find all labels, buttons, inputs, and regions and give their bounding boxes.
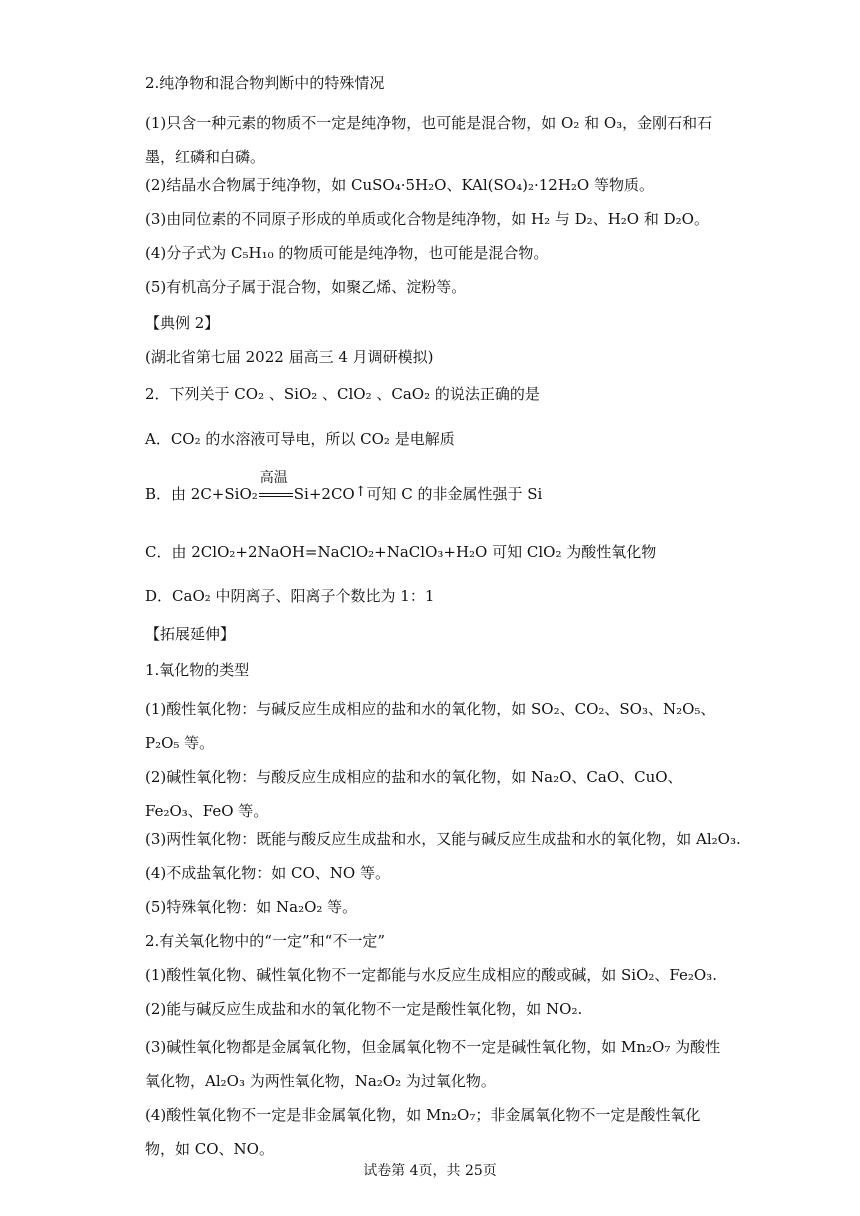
- type-4: (4)不成盐氧化物：如 CO、NO 等。: [145, 864, 390, 882]
- types-title: 1.氧化物的类型: [145, 661, 250, 679]
- option-b-pre: B．由 2C+SiO₂: [145, 485, 258, 503]
- option-c: C．由 2ClO₂+2NaOH=NaClO₂+NaClO₃+H₂O 可知 ClO₂ 为酸性氧化物: [145, 543, 657, 561]
- question-stem: 2．下列关于 CO₂ 、SiO₂ 、ClO₂ 、CaO₂ 的说法正确的是: [145, 385, 540, 403]
- reaction-condition: [258, 470, 294, 505]
- condition-label: 高温: [259, 470, 288, 486]
- equals-bar: [259, 493, 293, 497]
- item-3: (3)由同位素的不同原子形成的单质或化合物是纯净物，如 H₂ 与 D₂、H₂O 和 D₂O。: [145, 210, 709, 228]
- example-heading: 【典例 2】: [145, 314, 220, 332]
- extension-heading: 【拓展延伸】: [145, 625, 236, 643]
- option-a: A．CO₂ 的水溶液可导电，所以 CO₂ 是电解质: [145, 430, 455, 448]
- option-d: D．CaO₂ 中阴离子、阳离子个数比为 1：1: [145, 587, 435, 605]
- section-title: 2.纯净物和混合物判断中的特殊情况: [145, 74, 385, 92]
- item-4: (4)分子式为 C₅H₁₀ 的物质可能是纯净物，也可能是混合物。: [145, 244, 549, 262]
- option-b-post: Si+2CO: [293, 485, 355, 503]
- gas-arrow-icon: ↑: [354, 484, 367, 500]
- type-3: (3)两性氧化物：既能与酸反应生成盐和水，又能与碱反应生成盐和水的氧化物，如 Al₂O₃.: [145, 830, 741, 848]
- example-source: (湖北省第七届 2022 届高三 4 月调研模拟): [145, 348, 434, 366]
- item-1: (1)只含一种元素的物质不一定是纯净物，也可能是混合物，如 O₂ 和 O₃，金刚石和石墨，红磷和白磷。: [145, 114, 713, 166]
- point-2: (2)能与碱反应生成盐和水的氧化物不一定是酸性氧化物，如 NO₂.: [145, 1000, 583, 1018]
- point-1: (1)酸性氧化物、碱性氧化物不一定都能与水反应生成相应的酸或碱，如 SiO₂、Fe₂O₃.: [145, 966, 717, 984]
- option-b: [145, 470, 543, 506]
- point-4: (4)酸性氧化物不一定是非金属氧化物，如 Mn₂O₇；非金属氧化物不一定是酸性氧化物，如 CO、NO。: [145, 1106, 701, 1158]
- page-footer: 试卷第 4页，共 25页: [363, 1163, 497, 1179]
- type-1: (1)酸性氧化物：与碱反应生成相应的盐和水的氧化物，如 SO₂、CO₂、SO₃、N₂O₅、P₂O₅ 等。: [145, 700, 716, 752]
- point-3: (3)碱性氧化物都是金属氧化物，但金属氧化物不一定是碱性氧化物，如 Mn₂O₇ 为酸性氧化物，Al₂O₃ 为两性氧化物，Na₂O₂ 为过氧化物。: [145, 1038, 721, 1090]
- certainty-title: 2.有关氧化物中的“一定”和“不一定”: [145, 932, 385, 950]
- item-2: (2)结晶水合物属于纯净物，如 CuSO₄·5H₂O、KAl(SO₄)₂·12H₂O 等物质。: [145, 176, 654, 194]
- type-5: (5)特殊氧化物：如 Na₂O₂ 等。: [145, 898, 358, 916]
- option-b-tail: 可知 C 的非金属性强于 Si: [366, 485, 543, 503]
- item-5: (5)有机高分子属于混合物，如聚乙烯、淀粉等。: [145, 278, 467, 296]
- type-2: (2)碱性氧化物：与酸反应生成相应的盐和水的氧化物，如 Na₂O、CaO、CuO、Fe₂O₃、FeO 等。: [145, 768, 683, 820]
